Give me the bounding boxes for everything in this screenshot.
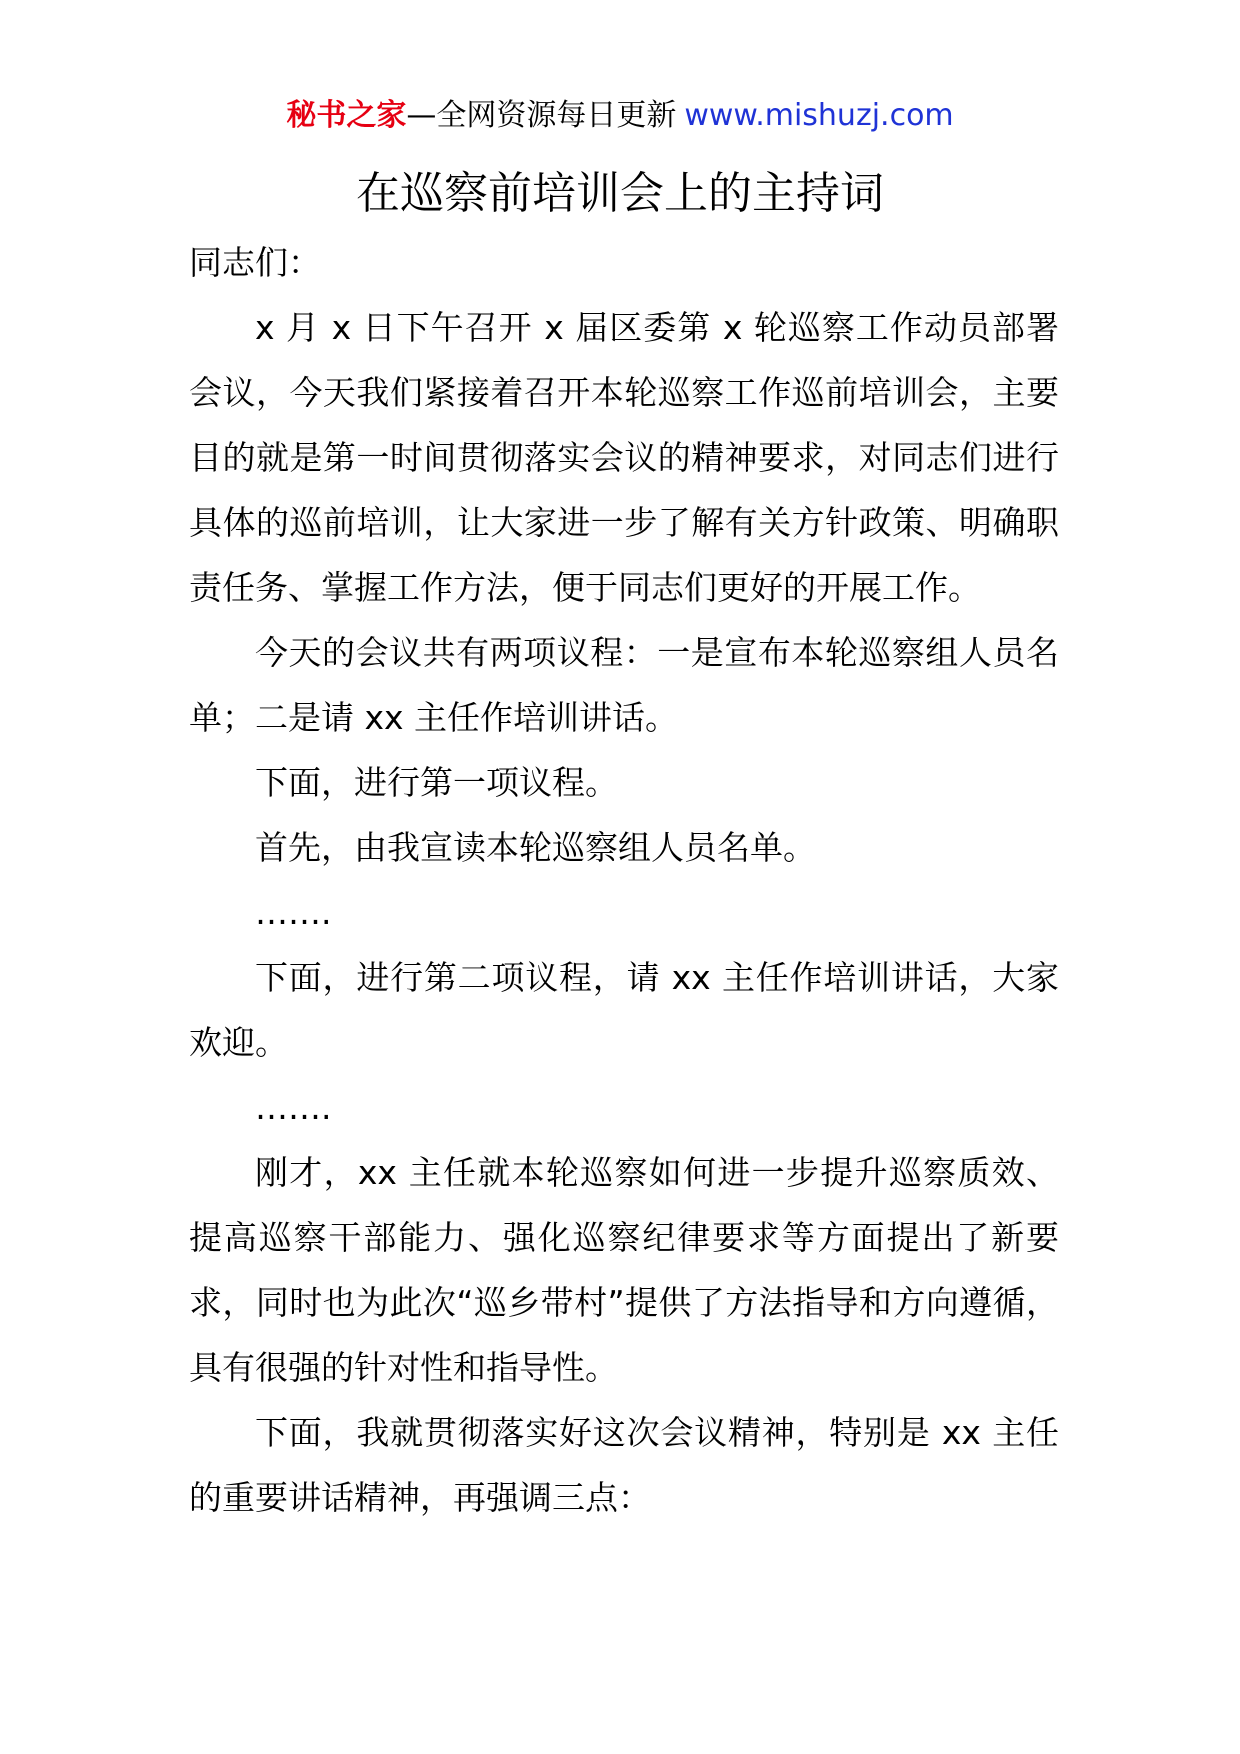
paragraph-summary: 刚才，xx 主任就本轮巡察如何进一步提升巡察质效、提高巡察干部能力、强化巡察纪律要求等方面提出了新要求，同时也为此次“巡乡带村”提供了方法指导和方向遵循，具有很强的针对性和指导性。 xyxy=(189,1153,1059,1387)
site-slogan: —全网资源每日更新 xyxy=(406,98,677,133)
paragraph-agenda: 今天的会议共有两项议程：一是宣布本轮巡察组人员名单；二是请 xx 主任作培训讲话。 xyxy=(189,633,1059,737)
paragraph-ellipsis-2: ……. xyxy=(255,1088,332,1127)
document-title: 在巡察前培训会上的主持词 xyxy=(356,168,884,219)
document-body xyxy=(189,230,1059,1530)
paragraph-ellipsis-1: ……. xyxy=(255,893,332,932)
salutation: 同志们： xyxy=(189,243,321,282)
site-header xyxy=(0,96,1240,136)
paragraph-read-list: 首先，由我宣读本轮巡察组人员名单。 xyxy=(255,828,816,867)
paragraph-second-item: 下面，进行第二项议程，请 xx 主任作培训讲话，大家欢迎。 xyxy=(189,958,1059,1062)
site-url-link[interactable]: www.mishuzj.com xyxy=(684,98,954,133)
paragraph-first-item: 下面，进行第一项议程。 xyxy=(255,763,618,802)
site-brand: 秘书之家 xyxy=(286,98,407,133)
paragraph-emphasis: 下面，我就贯彻落实好这次会议精神，特别是 xx 主任的重要讲话精神，再强调三点： xyxy=(189,1413,1059,1517)
paragraph-opening: x 月 x 日下午召开 x 届区委第 x 轮巡察工作动员部署会议，今天我们紧接着召开本轮巡察工作巡前培训会，主要目的就是第一时间贯彻落实会议的精神要求，对同志们进行具体的巡前培训，让大家进一步了解有关方针政策、明确职责任务、掌握工作方法，便于同志们更好的开展工作。 xyxy=(189,308,1059,607)
